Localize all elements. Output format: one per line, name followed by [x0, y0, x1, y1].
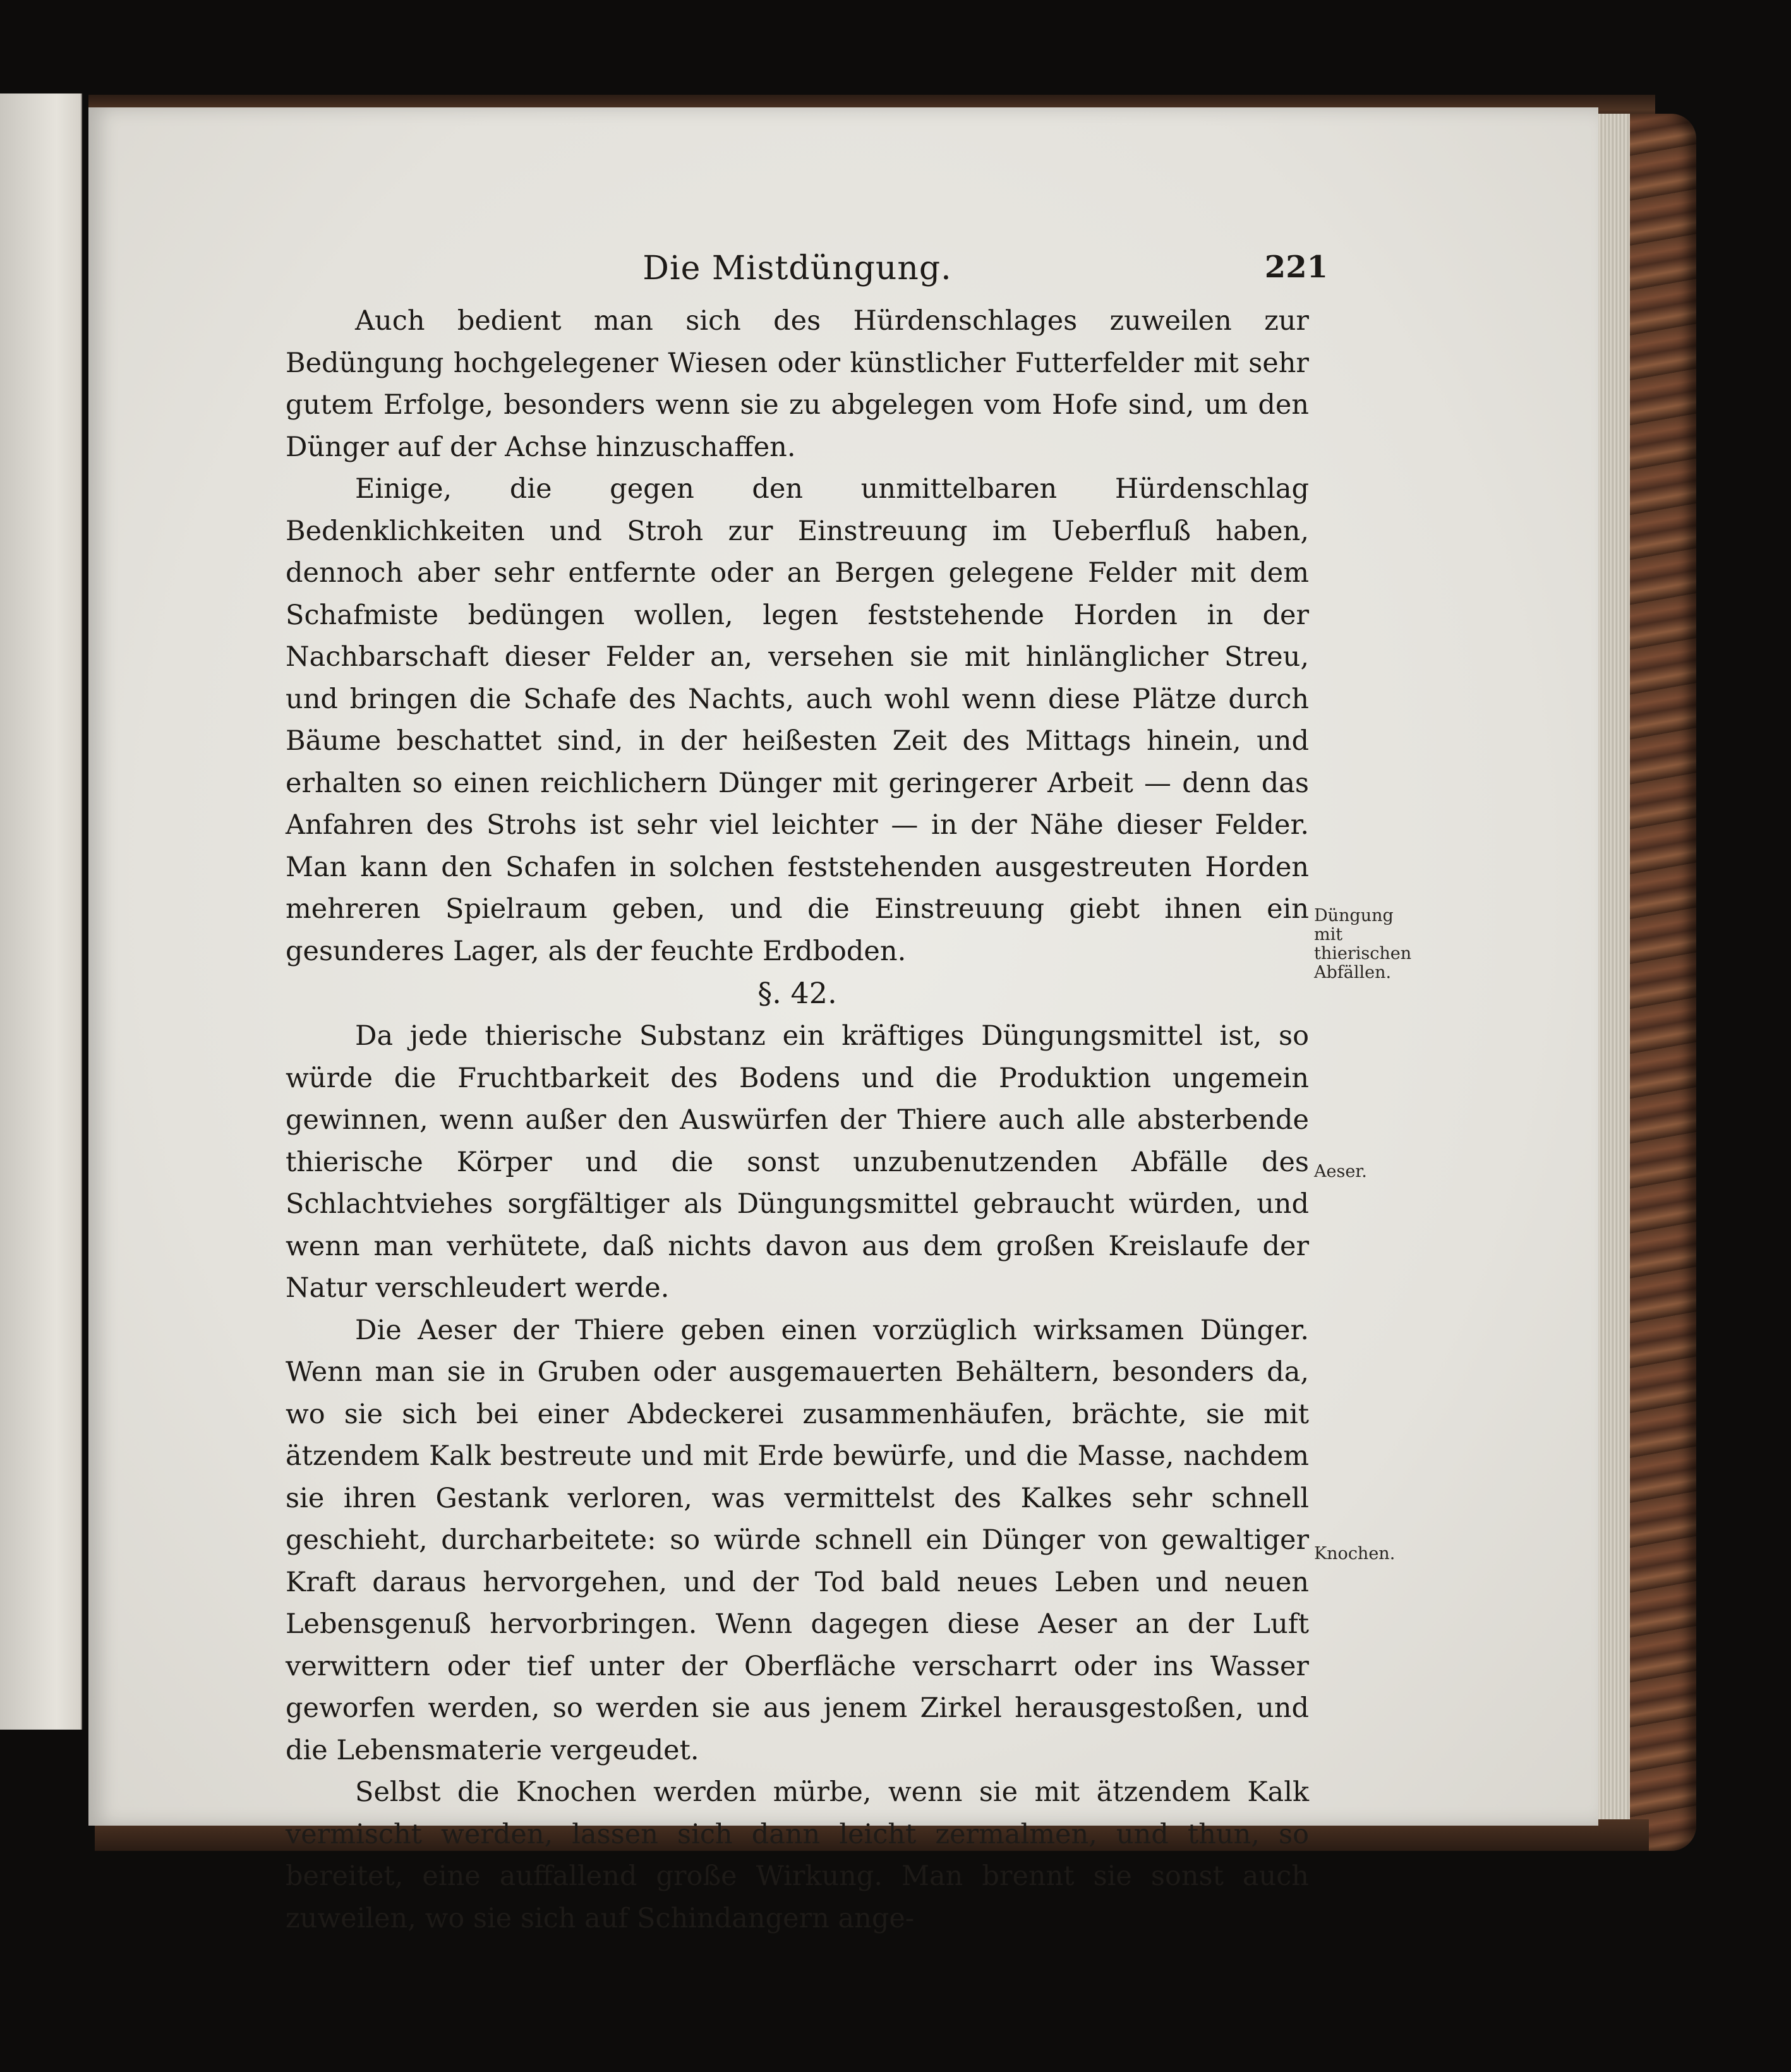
left-facing-page [0, 93, 82, 1730]
margin-note-duengung: Düngung mit thierischen Abfällen. [1314, 906, 1412, 982]
page-header [286, 250, 1328, 300]
paragraph-knochen: Selbst die Knochen werden mürbe, wenn sie mit ätzendem Kalk vermischt werden, lassen sich dann leicht zermalmen, und thun, so bereitet, eine auffallend große Wirkung. Man brennt sie sonst auch zuweilen, wo sie sich auf Schindangern ange- [286, 1776, 1309, 1934]
paragraph-thierische-substanz: Da jede thierische Substanz ein kräftiges Düngungsmittel ist, so würde die Fruchtbarkeit des Bodens und die Produktion ungemein gewinnen, wenn außer den Auswürfen der Thiere auch alle absterbende thierische Körper und die sonst unzubenutzenden Abfälle des Schlachtviehes sorgfältiger als Düngungsmittel gebraucht würden, und wenn man verhütete, daß nichts davon aus dem großen Kreislaufe der Natur verschleudert werde. [286, 1020, 1309, 1304]
margin-note-aeser: Aeser. [1314, 1162, 1367, 1181]
paragraph-aeser: Die Aeser der Thiere geben einen vorzüglich wirksamen Dünger. Wenn man sie in Gruben oder ausgemauerten Behältern, besonders da, wo sie sich bei einer Abdeckerei zusammenhäufen, brächte, sie mit ätzendem Kalk bestreute und mit Erde bewürfe, und die Masse, nachdem sie ihren Gestank verloren, was vermittelst des Kalkes sehr schnell geschieht, durcharbeitete: so würde schnell ein Dünger von gewaltiger Kraft daraus hervorgehen, und der Tod bald neues Leben und neuen Lebensgenuß hervorbringen. Wenn dagegen diese Aeser an der Luft verwittern oder tief unter der Oberfläche verscharrt oder ins Wasser geworfen werden, so werden sie aus jenem Zirkel herausgestoßen, und die Lebensmaterie vergeudet. [286, 1314, 1309, 1766]
section-heading: §. 42. [757, 976, 837, 1010]
margin-note-knochen: Knochen. [1314, 1544, 1396, 1563]
paragraph-huerdenschlag: Auch bedient man sich des Hürdenschlages zuweilen zur Bedüngung hochgelegener Wiesen oder künstlicher Futterfelder mit sehr gutem Erfolge, besonders wenn sie zu abgelegen vom Hofe sind, um den Dünger auf der Achse hinzuschaffen. [286, 305, 1309, 463]
paragraph-horden: Einige, die gegen den unmittelbaren Hürdenschlag Bedenklichkeiten und Stroh zur Einstreuung im Ueberfluß haben, dennoch aber sehr entfernte oder an Bergen gelegene Felder mit dem Schafmiste bedüngen wollen, legen feststehende Horden in der Nachbarschaft dieser Felder an, versehen sie mit hinlänglicher Streu, und bringen die Schafe des Nachts, auch wohl wenn diese Plätze durch Bäume beschattet sind, in der heißesten Zeit des Mittags hinein, und erhalten so einen reichlichern Dünger mit geringerer Arbeit — denn das Anfahren des Strohs ist sehr viel leichter — in der Nähe dieser Felder. Man kann den Schafen in solchen feststehenden ausgestreuten Horden mehreren Spielraum geben, und die Einstreuung giebt ihnen ein gesunderes Lager, als der feuchte Erdboden. [286, 473, 1309, 967]
page-number: 221 [1264, 250, 1328, 285]
running-title: Die Mistdüngung. [642, 250, 952, 287]
page-content [286, 250, 1412, 1939]
